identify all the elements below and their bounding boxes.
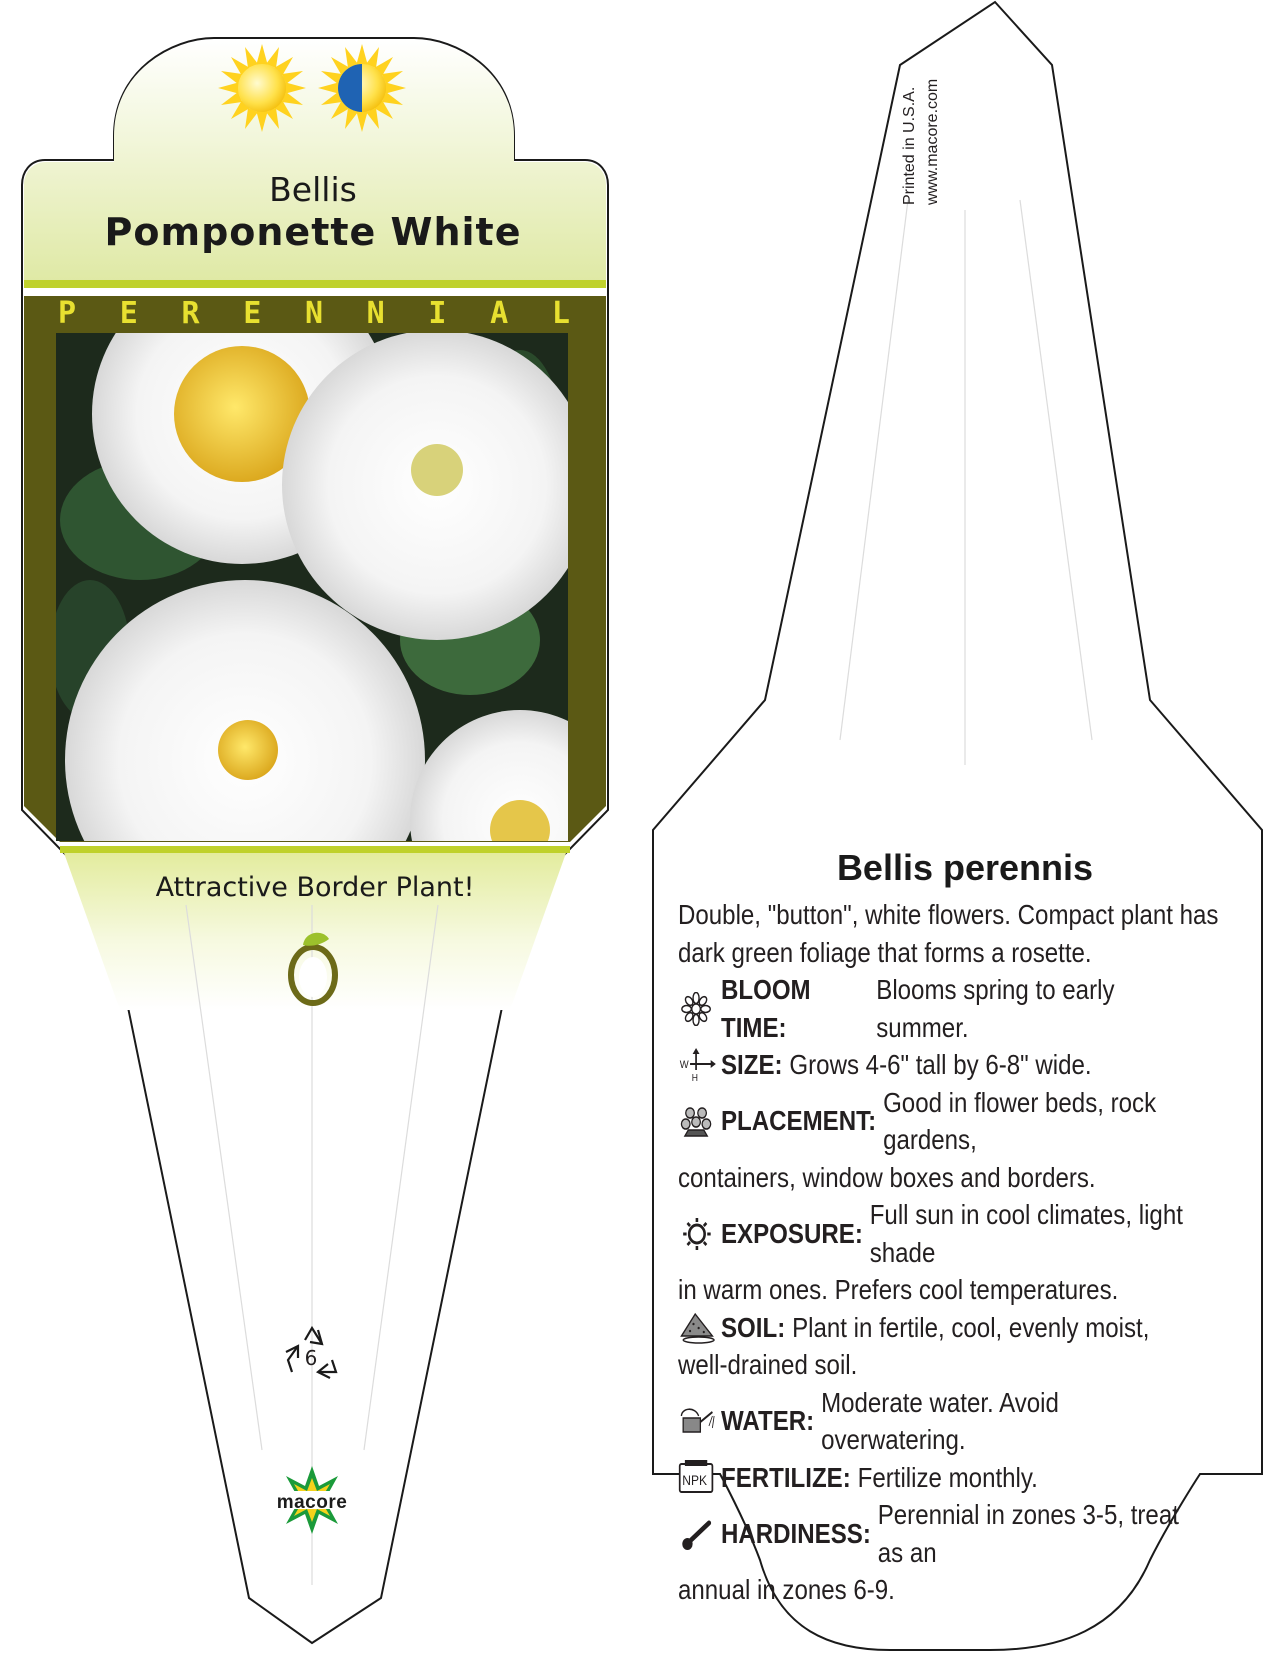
description-line: Double, "button", white flowers. Compact plant has <box>678 899 1219 930</box>
cultivar-title: Pomponette White <box>104 210 522 254</box>
svg-text:H: H <box>691 1072 698 1082</box>
exposure-row <box>678 1196 1185 1271</box>
placement-text: Good in flower beds, rock gardens, <box>883 1086 1157 1155</box>
website-line: www.macore.com <box>924 78 941 205</box>
recycle-number: 6 <box>304 1346 318 1370</box>
exposure-text: Full sun in cool climates, light shade <box>869 1199 1183 1268</box>
category-letter: E <box>243 296 262 331</box>
exposure-label: EXPOSURE: <box>721 1217 863 1249</box>
species-title: Bellis perennis <box>836 847 1094 888</box>
watering-can-icon <box>678 1404 718 1438</box>
soil-row <box>678 1309 1185 1347</box>
sun-icon <box>678 1217 718 1251</box>
size-row <box>678 1046 1185 1084</box>
bloom-text: Blooms spring to early summer. <box>876 974 1115 1043</box>
category-letter: N <box>366 296 385 331</box>
category-letter: E <box>119 296 138 331</box>
hardiness-text: Perennial in zones 3-5, treat as an <box>877 1499 1179 1568</box>
flower-photo <box>50 264 630 940</box>
size-icon <box>678 1048 718 1082</box>
placement-label: PLACEMENT: <box>721 1105 877 1137</box>
lime-stripe-top <box>24 280 606 288</box>
category-letter: A <box>490 296 509 331</box>
part-sun-icon <box>318 44 406 132</box>
svg-text:W: W <box>679 1059 689 1071</box>
category-letter: P <box>58 296 77 331</box>
size-label: SIZE: <box>721 1049 783 1080</box>
category-letter: R <box>181 296 200 331</box>
category-letter: I <box>428 296 447 331</box>
placement-row <box>678 1084 1185 1159</box>
bloom-row <box>678 971 1185 1046</box>
flower-icon <box>678 992 718 1026</box>
svg-text:NPK: NPK <box>682 1472 708 1489</box>
hardiness-text-cont: annual in zones 6-9. <box>678 1574 895 1605</box>
description-line: dark green foliage that forms a rosette. <box>678 936 1092 968</box>
fertilize-text: Fertilize monthly. <box>857 1461 1038 1493</box>
water-label: WATER: <box>721 1405 815 1437</box>
soil-icon <box>678 1310 718 1344</box>
exposure-text-cont: in warm ones. Prefers cool temperatures. <box>678 1274 1119 1305</box>
printed-line: Printed in U.S.A. <box>901 86 918 205</box>
placement-text-cont: containers, window boxes and borders. <box>678 1161 1096 1193</box>
fertilize-label: FERTILIZE: <box>721 1461 851 1493</box>
size-text: Grows 4-6" tall by 6-8" wide. <box>789 1049 1092 1080</box>
water-row <box>678 1384 1185 1459</box>
hardiness-label: HARDINESS: <box>721 1517 871 1549</box>
hardiness-row <box>678 1496 1185 1571</box>
printed-note <box>898 35 944 205</box>
soil-text-cont: well-drained soil. <box>678 1349 858 1380</box>
soil-text: Plant in fertile, cool, evenly moist, <box>792 1311 1150 1343</box>
soil-label: SOIL: <box>721 1311 786 1343</box>
bloom-label: BLOOM TIME: <box>721 974 811 1043</box>
brand-logo-text: macore <box>276 1492 348 1513</box>
fertilize-row <box>678 1459 1185 1497</box>
care-info <box>678 896 1219 1609</box>
thermometer-icon <box>678 1517 718 1551</box>
category-letter: L <box>551 296 570 331</box>
tagline: Attractive Border Plant! <box>155 872 475 903</box>
lime-stripe-bottom <box>60 846 570 853</box>
placement-icon <box>678 1104 718 1138</box>
fertilizer-npk-icon <box>678 1460 718 1494</box>
water-text: Moderate water. Avoid overwatering. <box>821 1386 1059 1455</box>
category-label <box>22 296 606 331</box>
category-letter: N <box>304 296 323 331</box>
genus-title: Bellis <box>269 170 357 209</box>
full-sun-icon <box>218 44 306 132</box>
